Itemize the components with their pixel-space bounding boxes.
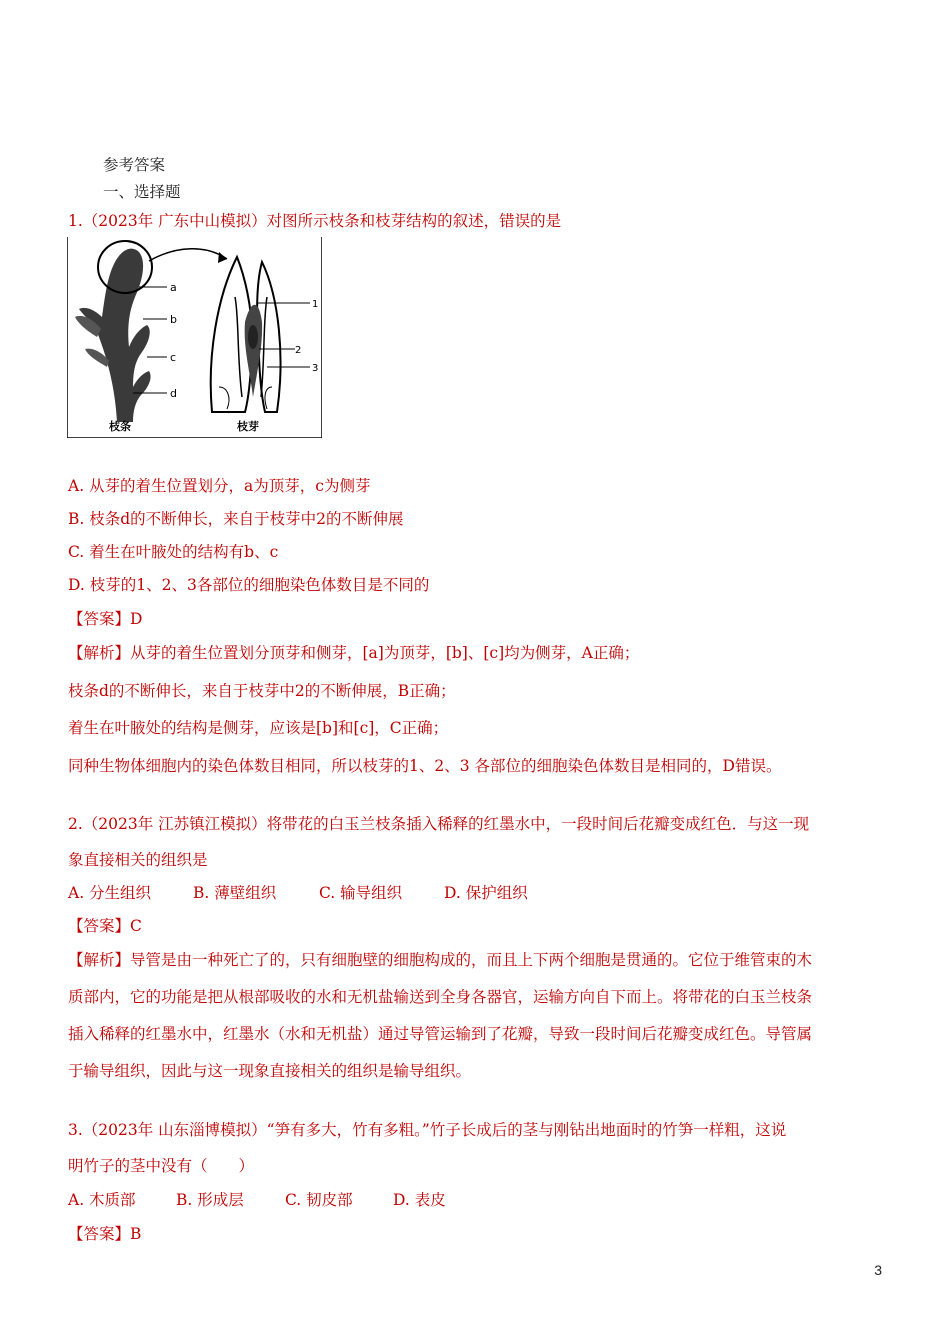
q1-option-c: C. 着生在叶腋处的结构有b、c <box>68 543 279 561</box>
q3-answer: 【答案】B <box>68 1225 142 1243</box>
q2-analysis-line-3: 插入稀释的红墨水中，红墨水（水和无机盐）通过导管运输到了花瓣，导致一段时间后花瓣变成红色。导管属 <box>68 1025 813 1043</box>
section-heading: 一、选择题 <box>103 183 181 201</box>
q2-option-c: C. 输导组织 <box>319 884 403 902</box>
caption-bud: 枝芽 <box>237 420 259 433</box>
q1-answer: 【答案】D <box>68 610 143 628</box>
question-1-figure <box>67 237 322 438</box>
q1-analysis-line-2: 枝条d的不断伸长，来自于枝芽中2的不断伸展，B正确； <box>68 682 456 700</box>
q1-analysis-line-3: 着生在叶腋处的结构是侧芽，应该是[b]和[c]，C正确； <box>68 719 449 737</box>
q2-options <box>68 881 528 903</box>
q3-option-d: D. 表皮 <box>393 1191 446 1209</box>
q2-option-a: A. 分生组织 <box>68 884 152 902</box>
q3-option-a: A. 木质部 <box>68 1191 136 1209</box>
q2-analysis-line-1: 【解析】导管是由一种死亡了的，只有细胞壁的细胞构成的，而且上下两个细胞是贯通的。它位于维管束的木 <box>68 951 813 969</box>
branch-and-bud-diagram <box>67 237 322 438</box>
q1-option-d: D. 枝芽的1、2、3各部位的细胞染色体数目是不同的 <box>68 576 430 594</box>
q1-option-a: A. 从芽的着生位置划分，a为顶芽，c为侧芽 <box>68 477 371 495</box>
q2-analysis-line-4: 于输导组织，因此与这一现象直接相关的组织是输导组织。 <box>68 1062 472 1080</box>
label-2: 2 <box>295 345 302 356</box>
caption-branch: 枝条 <box>109 420 131 433</box>
q2-analysis-line-2: 质部内，它的功能是把从根部吸收的水和无机盐输送到全身各器官，运输方向自下而上。将带花的白玉兰枝条 <box>68 988 813 1006</box>
q2-option-b: B. 薄壁组织 <box>193 884 277 902</box>
question-3-stem-line-1: 3.（2023年 山东淄博模拟）“笋有多大，竹有多粗。”竹子长成后的茎与刚钻出地面时的竹笋一样粗，这说 <box>68 1121 787 1139</box>
q2-option-d: D. 保护组织 <box>444 884 528 902</box>
q3-option-c: C. 韧皮部 <box>285 1191 353 1209</box>
question-1-stem: 1.（2023年 广东中山模拟）对图所示枝条和枝芽结构的叙述，错误的是 <box>68 212 562 230</box>
q1-analysis-line-4: 同种生物体细胞内的染色体数目相同，所以枝芽的1、2、3 各部位的细胞染色体数目是相同的，D错误。 <box>68 757 782 775</box>
q1-analysis-line-1: 【解析】从芽的着生位置划分顶芽和侧芽，[a]为顶芽，[b]、[c]均为侧芽，A正确； <box>68 644 640 662</box>
question-2-stem-line-1: 2.（2023年 江苏镇江模拟）将带花的白玉兰枝条插入稀释的红墨水中，一段时间后花瓣变成红色．与这一现 <box>68 815 810 833</box>
label-d: d <box>170 387 177 400</box>
q3-option-b: B. 形成层 <box>176 1191 244 1209</box>
q3-options <box>68 1188 446 1210</box>
question-3-stem-line-2: 明竹子的茎中没有（ ） <box>68 1157 255 1175</box>
q2-answer: 【答案】C <box>68 917 142 935</box>
label-a: a <box>170 281 177 294</box>
header-title: 参考答案 <box>103 156 166 174</box>
q1-option-b: B. 枝条d的不断伸长，来自于枝芽中2的不断伸展 <box>68 510 404 528</box>
label-b: b <box>170 313 177 326</box>
label-c: c <box>170 351 177 364</box>
label-1: 1 <box>312 299 319 310</box>
page-number: 3 <box>874 1262 882 1278</box>
question-2-stem-line-2: 象直接相关的组织是 <box>68 851 208 869</box>
label-3: 3 <box>312 363 319 374</box>
